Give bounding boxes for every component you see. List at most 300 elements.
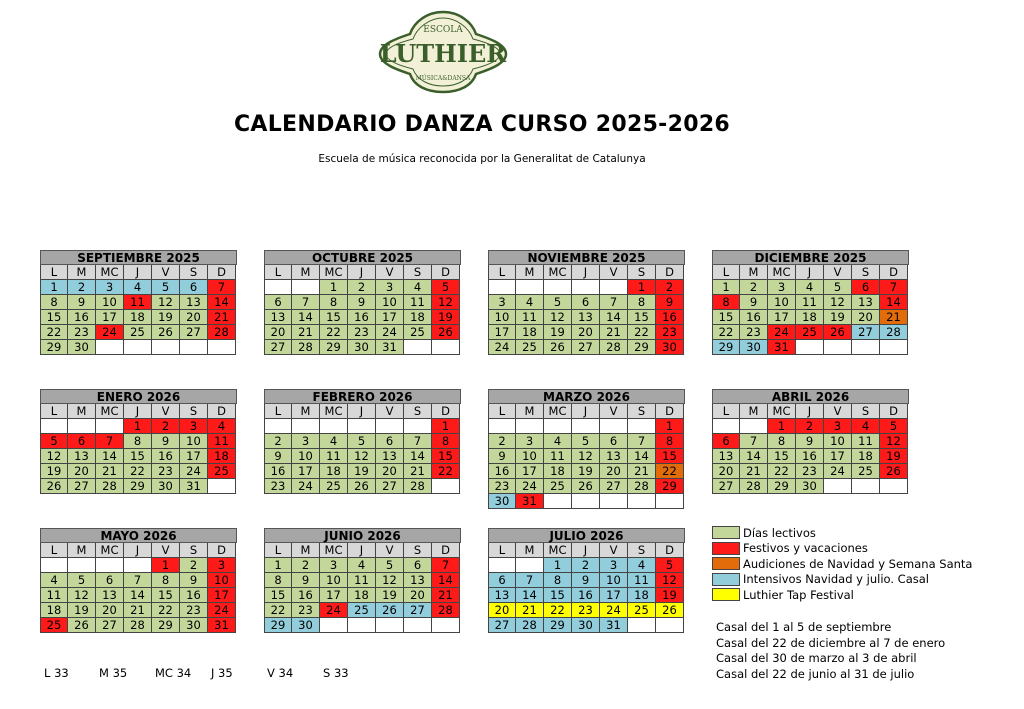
- day-cell: 8: [40, 295, 68, 310]
- empty-cell: [628, 419, 656, 434]
- day-cell: 7: [208, 280, 236, 295]
- casal-line: Casal del 22 de junio al 31 de julio: [716, 666, 915, 681]
- weekday-header: MC: [544, 265, 572, 280]
- day-cell: 9: [488, 449, 516, 464]
- month-grid: [40, 543, 237, 633]
- day-cell: 14: [740, 449, 768, 464]
- day-cell: 4: [544, 434, 572, 449]
- weekday-header: J: [124, 543, 152, 558]
- day-cell: 2: [152, 419, 180, 434]
- day-cell: 28: [404, 479, 432, 494]
- weekday-header: M: [740, 404, 768, 419]
- day-cell: 20: [96, 603, 124, 618]
- day-cell: 24: [320, 603, 348, 618]
- month-grid: [488, 265, 685, 355]
- day-cell: 1: [544, 558, 572, 573]
- day-cell: 30: [292, 618, 320, 633]
- month-grid: [264, 404, 461, 494]
- empty-cell: [180, 340, 208, 355]
- weekday-header: S: [180, 543, 208, 558]
- empty-cell: [348, 419, 376, 434]
- day-cell: 20: [488, 603, 516, 618]
- weekday-header: MC: [544, 543, 572, 558]
- day-cell: 23: [740, 325, 768, 340]
- day-cell: 8: [656, 434, 684, 449]
- day-cell: 13: [376, 449, 404, 464]
- empty-cell: [96, 419, 124, 434]
- day-cell: 19: [432, 310, 460, 325]
- day-cell: 11: [544, 449, 572, 464]
- empty-cell: [712, 419, 740, 434]
- day-cell: 22: [124, 464, 152, 479]
- day-cell: 8: [628, 295, 656, 310]
- day-cell: 18: [852, 449, 880, 464]
- weekday-header: MC: [544, 404, 572, 419]
- day-cell: 2: [68, 280, 96, 295]
- day-cell: 7: [292, 295, 320, 310]
- day-cell: 7: [628, 434, 656, 449]
- day-cell: 27: [852, 325, 880, 340]
- casal-notes: [716, 620, 945, 682]
- day-cell: 22: [628, 325, 656, 340]
- weekday-header: M: [292, 543, 320, 558]
- logo-top-text: ESCOLA: [423, 25, 463, 35]
- day-cell: 30: [152, 479, 180, 494]
- day-cell: 10: [96, 295, 124, 310]
- weekday-header: MC: [768, 404, 796, 419]
- day-cell: 21: [404, 464, 432, 479]
- day-cell: 22: [656, 464, 684, 479]
- day-cell: 13: [68, 449, 96, 464]
- day-cell: 6: [572, 295, 600, 310]
- day-cell: 13: [404, 573, 432, 588]
- weekday-header: M: [740, 265, 768, 280]
- weekday-header: S: [852, 265, 880, 280]
- month-title: ENERO 2026: [40, 389, 237, 404]
- weekday-header: V: [824, 404, 852, 419]
- day-cell: 23: [796, 464, 824, 479]
- day-cell: 9: [348, 295, 376, 310]
- day-cell: 21: [432, 588, 460, 603]
- day-cell: 29: [544, 618, 572, 633]
- weekday-header: S: [404, 404, 432, 419]
- day-cell: 22: [432, 464, 460, 479]
- day-cell: 15: [432, 449, 460, 464]
- empty-cell: [628, 618, 656, 633]
- day-cell: 10: [376, 295, 404, 310]
- day-cell: 5: [152, 280, 180, 295]
- day-cell: 5: [544, 295, 572, 310]
- empty-cell: [628, 494, 656, 509]
- day-cell: 5: [348, 434, 376, 449]
- weekday-header: D: [656, 404, 684, 419]
- month-calendar: [264, 528, 461, 633]
- day-cell: 21: [516, 603, 544, 618]
- day-cell: 12: [544, 310, 572, 325]
- empty-cell: [488, 419, 516, 434]
- day-cell: 2: [292, 558, 320, 573]
- day-cell: 25: [208, 464, 236, 479]
- day-cell: 26: [880, 464, 908, 479]
- month-calendar: [40, 528, 237, 633]
- day-cell: 30: [656, 340, 684, 355]
- logo-name: LUTHIER: [379, 39, 507, 68]
- weekday-header: M: [292, 265, 320, 280]
- empty-cell: [488, 558, 516, 573]
- empty-cell: [516, 419, 544, 434]
- day-cell: 28: [124, 618, 152, 633]
- day-cell: 8: [432, 434, 460, 449]
- day-cell: 8: [712, 295, 740, 310]
- day-cell: 5: [376, 558, 404, 573]
- day-cell: 27: [600, 479, 628, 494]
- day-cell: 15: [264, 588, 292, 603]
- weekday-header: J: [348, 404, 376, 419]
- month-title: DICIEMBRE 2025: [712, 250, 909, 265]
- day-cell: 18: [124, 310, 152, 325]
- day-cell: 16: [68, 310, 96, 325]
- empty-cell: [40, 419, 68, 434]
- month-grid: [488, 404, 685, 509]
- day-cell: 24: [600, 603, 628, 618]
- empty-cell: [320, 419, 348, 434]
- weekday-header: M: [68, 543, 96, 558]
- weekday-header: S: [180, 404, 208, 419]
- day-cell: 15: [320, 310, 348, 325]
- day-cell: 28: [432, 603, 460, 618]
- day-cell: 29: [712, 340, 740, 355]
- legend-item: [712, 556, 972, 572]
- day-cell: 17: [96, 310, 124, 325]
- day-cell: 9: [656, 295, 684, 310]
- day-cell: 23: [488, 479, 516, 494]
- day-cell: 20: [376, 464, 404, 479]
- day-cell: 10: [320, 573, 348, 588]
- weekday-header: V: [376, 543, 404, 558]
- empty-cell: [572, 494, 600, 509]
- day-cell: 31: [516, 494, 544, 509]
- day-cell: 1: [768, 419, 796, 434]
- day-cell: 23: [264, 479, 292, 494]
- day-cell: 23: [292, 603, 320, 618]
- day-cell: 14: [96, 449, 124, 464]
- weekday-header: V: [600, 543, 628, 558]
- legend: [712, 525, 972, 603]
- day-cell: 26: [348, 479, 376, 494]
- day-cell: 5: [432, 280, 460, 295]
- day-cell: 14: [404, 449, 432, 464]
- day-cell: 31: [600, 618, 628, 633]
- day-cell: 10: [768, 295, 796, 310]
- day-cell: 27: [712, 479, 740, 494]
- day-cell: 22: [320, 325, 348, 340]
- day-cell: 13: [600, 449, 628, 464]
- day-cell: 7: [96, 434, 124, 449]
- day-cell: 26: [432, 325, 460, 340]
- day-cell: 1: [656, 419, 684, 434]
- weekday-header: L: [488, 265, 516, 280]
- weekday-header: D: [656, 265, 684, 280]
- month-grid: [712, 265, 909, 355]
- day-cell: 16: [348, 310, 376, 325]
- day-cell: 28: [516, 618, 544, 633]
- day-cell: 25: [516, 340, 544, 355]
- empty-cell: [432, 340, 460, 355]
- empty-cell: [852, 479, 880, 494]
- empty-cell: [516, 558, 544, 573]
- weekday-header: V: [824, 265, 852, 280]
- day-cell: 22: [544, 603, 572, 618]
- day-cell: 6: [264, 295, 292, 310]
- day-cell: 4: [628, 558, 656, 573]
- day-cell: 11: [208, 434, 236, 449]
- day-cell: 4: [124, 280, 152, 295]
- day-cell: 2: [488, 434, 516, 449]
- legend-label: Audiciones de Navidad y Semana Santa: [743, 556, 973, 571]
- weekday-header: J: [348, 265, 376, 280]
- day-cell: 12: [824, 295, 852, 310]
- month-grid: [40, 265, 237, 355]
- day-cell: 10: [600, 573, 628, 588]
- day-cell: 19: [880, 449, 908, 464]
- page-subtitle: Escuela de música reconocida por la Generalitat de Catalunya: [318, 153, 646, 165]
- day-cell: 23: [152, 464, 180, 479]
- day-cell: 5: [880, 419, 908, 434]
- weekday-header: M: [516, 265, 544, 280]
- weekday-header: L: [40, 265, 68, 280]
- day-cell: 11: [796, 295, 824, 310]
- day-cell: 7: [600, 295, 628, 310]
- day-cell: 9: [572, 573, 600, 588]
- day-cell: 25: [320, 479, 348, 494]
- weekday-header: J: [348, 543, 376, 558]
- day-cell: 27: [376, 479, 404, 494]
- day-cell: 9: [796, 434, 824, 449]
- weekday-header: L: [488, 543, 516, 558]
- day-cell: 23: [572, 603, 600, 618]
- day-cell: 10: [488, 310, 516, 325]
- day-cell: 12: [432, 295, 460, 310]
- day-cell: 11: [404, 295, 432, 310]
- weekday-header: S: [628, 404, 656, 419]
- day-cell: 13: [572, 310, 600, 325]
- day-cell: 30: [180, 618, 208, 633]
- empty-cell: [852, 340, 880, 355]
- month-calendar: [264, 250, 461, 355]
- day-cell: 1: [712, 280, 740, 295]
- day-cell: 22: [264, 603, 292, 618]
- day-cell: 15: [628, 310, 656, 325]
- day-cell: 4: [40, 573, 68, 588]
- month-calendar: [40, 250, 237, 355]
- day-cell: 11: [348, 573, 376, 588]
- day-cell: 3: [376, 280, 404, 295]
- weekday-header: L: [712, 265, 740, 280]
- month-calendar: [264, 389, 461, 494]
- legend-swatch: [712, 573, 740, 586]
- day-cell: 9: [180, 573, 208, 588]
- day-cell: 12: [348, 449, 376, 464]
- weekday-header: J: [572, 265, 600, 280]
- day-cell: 22: [40, 325, 68, 340]
- legend-label: Días lectivos: [743, 525, 816, 540]
- day-cell: 23: [68, 325, 96, 340]
- day-cell: 16: [796, 449, 824, 464]
- day-count-s: S 33: [323, 666, 349, 680]
- day-cell: 21: [124, 603, 152, 618]
- day-cell: 24: [824, 464, 852, 479]
- day-cell: 6: [180, 280, 208, 295]
- legend-label: Luthier Tap Festival: [743, 587, 854, 602]
- month-title: FEBRERO 2026: [264, 389, 461, 404]
- day-cell: 27: [404, 603, 432, 618]
- weekday-header: L: [264, 265, 292, 280]
- weekday-header: D: [432, 543, 460, 558]
- day-cell: 29: [152, 618, 180, 633]
- month-grid: [264, 543, 461, 633]
- day-cell: 8: [320, 295, 348, 310]
- day-cell: 29: [264, 618, 292, 633]
- weekday-header: MC: [320, 265, 348, 280]
- day-cell: 4: [852, 419, 880, 434]
- day-cell: 14: [292, 310, 320, 325]
- empty-cell: [656, 618, 684, 633]
- day-cell: 25: [628, 603, 656, 618]
- weekday-header: MC: [320, 404, 348, 419]
- day-cell: 30: [796, 479, 824, 494]
- legend-label: Intensivos Navidad y julio. Casal: [743, 572, 929, 587]
- day-cell: 16: [264, 464, 292, 479]
- day-cell: 1: [628, 280, 656, 295]
- month-grid: [40, 404, 237, 494]
- day-cell: 5: [824, 280, 852, 295]
- empty-cell: [572, 280, 600, 295]
- empty-cell: [404, 618, 432, 633]
- day-cell: 19: [348, 464, 376, 479]
- day-cell: 2: [656, 280, 684, 295]
- day-cell: 13: [264, 310, 292, 325]
- weekday-header: MC: [320, 543, 348, 558]
- month-title: NOVIEMBRE 2025: [488, 250, 685, 265]
- day-cell: 25: [40, 618, 68, 633]
- day-cell: 12: [656, 573, 684, 588]
- day-cell: 11: [516, 310, 544, 325]
- weekday-header: D: [880, 404, 908, 419]
- day-cell: 18: [404, 310, 432, 325]
- day-cell: 17: [488, 325, 516, 340]
- day-cell: 16: [572, 588, 600, 603]
- day-cell: 4: [320, 434, 348, 449]
- day-cell: 19: [376, 588, 404, 603]
- month-title: OCTUBRE 2025: [264, 250, 461, 265]
- weekday-header: MC: [96, 404, 124, 419]
- month-title: MAYO 2026: [40, 528, 237, 543]
- day-cell: 6: [852, 280, 880, 295]
- day-cell: 18: [348, 588, 376, 603]
- day-cell: 16: [152, 449, 180, 464]
- day-cell: 30: [488, 494, 516, 509]
- weekday-header: M: [292, 404, 320, 419]
- day-cell: 17: [516, 464, 544, 479]
- day-cell: 23: [180, 603, 208, 618]
- day-cell: 19: [68, 603, 96, 618]
- day-cell: 20: [852, 310, 880, 325]
- empty-cell: [292, 280, 320, 295]
- day-cell: 9: [740, 295, 768, 310]
- day-cell: 11: [852, 434, 880, 449]
- weekday-header: J: [796, 404, 824, 419]
- empty-cell: [96, 558, 124, 573]
- empty-cell: [124, 340, 152, 355]
- day-cell: 17: [824, 449, 852, 464]
- day-cell: 28: [628, 479, 656, 494]
- day-cell: 18: [796, 310, 824, 325]
- legend-item: [712, 572, 972, 588]
- day-cell: 27: [68, 479, 96, 494]
- weekday-header: M: [516, 404, 544, 419]
- day-cell: 10: [516, 449, 544, 464]
- day-cell: 2: [572, 558, 600, 573]
- day-cell: 8: [544, 573, 572, 588]
- weekday-header: M: [68, 265, 96, 280]
- day-cell: 5: [572, 434, 600, 449]
- month-title: JULIO 2026: [488, 528, 685, 543]
- day-cell: 6: [600, 434, 628, 449]
- day-cell: 27: [264, 340, 292, 355]
- month-calendar: [712, 250, 909, 355]
- empty-cell: [96, 340, 124, 355]
- day-cell: 14: [880, 295, 908, 310]
- day-cell: 24: [376, 325, 404, 340]
- empty-cell: [320, 618, 348, 633]
- day-cell: 22: [768, 464, 796, 479]
- day-cell: 14: [628, 449, 656, 464]
- day-cell: 1: [432, 419, 460, 434]
- day-cell: 25: [124, 325, 152, 340]
- day-cell: 18: [516, 325, 544, 340]
- day-cell: 17: [292, 464, 320, 479]
- day-cell: 6: [376, 434, 404, 449]
- month-title: SEPTIEMBRE 2025: [40, 250, 237, 265]
- day-cell: 17: [600, 588, 628, 603]
- day-cell: 4: [348, 558, 376, 573]
- day-cell: 21: [292, 325, 320, 340]
- weekday-header: D: [208, 404, 236, 419]
- day-cell: 3: [96, 280, 124, 295]
- empty-cell: [404, 340, 432, 355]
- day-cell: 31: [376, 340, 404, 355]
- empty-cell: [880, 340, 908, 355]
- day-cell: 11: [628, 573, 656, 588]
- day-cell: 14: [432, 573, 460, 588]
- weekday-header: V: [152, 404, 180, 419]
- weekday-header: S: [404, 543, 432, 558]
- day-cell: 7: [124, 573, 152, 588]
- empty-cell: [572, 419, 600, 434]
- empty-cell: [544, 494, 572, 509]
- weekday-header: D: [432, 265, 460, 280]
- empty-cell: [824, 340, 852, 355]
- day-cell: 10: [824, 434, 852, 449]
- weekday-header: D: [656, 543, 684, 558]
- day-cell: 15: [656, 449, 684, 464]
- day-cell: 21: [600, 325, 628, 340]
- day-cell: 12: [880, 434, 908, 449]
- day-cell: 3: [516, 434, 544, 449]
- day-cell: 19: [656, 588, 684, 603]
- empty-cell: [516, 280, 544, 295]
- day-cell: 20: [572, 325, 600, 340]
